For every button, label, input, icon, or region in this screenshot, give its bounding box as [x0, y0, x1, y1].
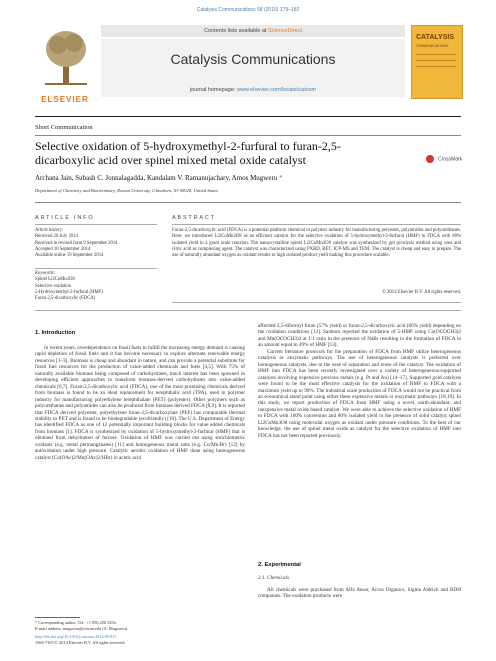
subsection-heading-chemicals: 2.1. Chemicals: [258, 575, 289, 581]
divider: [35, 224, 157, 225]
history-line: Accepted 10 September 2014: [35, 246, 91, 252]
keyword: 5-Hydroxymethyl-2-furfural (HMF): [35, 289, 103, 295]
contents-bar: [101, 25, 405, 37]
footnote-email[interactable]: E-mail address: mugweru@rowan.edu (A. Mugweru).: [35, 625, 129, 631]
history-line: Received in revised form 9 September 2014: [35, 240, 118, 246]
elsevier-logo: [35, 25, 95, 110]
journal-homepage: [101, 87, 405, 93]
right-column: [258, 323, 461, 439]
body-paragraph: Current literature protocols for the preparation of FDCA from HMF utilize heterogeneous catalysis or enzymatic pathways. The use of heterogeneous catalysts is preferred over homogeneous catalysts, due to the ease of separation and reuse of the catalyst. The oxidation of HMF into FDCA has been recently investigated over a variety of heterogeneous-supported catalysts involving expensive precious metals (e.g. Pt and Au) [14–17]. Supported gold catalysts were found to be the most effective catalysts for the oxidation of HMF to FDCA with a maximum yield up to 99%. The industrial scale production of FDCA would not be practical from an economical stand point using either these expensive metals or enzymatic pathways [18,19]. In this study, we report production of FDCA from HMF using a novel, earth-abundant, and inexpensive metal oxide based catalyst. We were able to achieve the selective oxidation of HMF to FDCA with 100% conversion and 80% isolated yield in the presence of solid catalyst spinel Li2CoMn3O8 using molecular oxygen as oxidant under pressure conditions. To the best of our knowledge, the use of spinel metal oxide as catalyst for the selective oxidation of HMF into FDCA has not been reported previously.: [258, 348, 461, 439]
cover-line: [416, 60, 456, 61]
journal-reference: Catalysis Communications 58 (2015) 179–182: [196, 7, 300, 13]
divider: [35, 116, 461, 117]
divider: [35, 135, 461, 136]
tree-icon: [43, 27, 89, 87]
section-heading-experimental: 2. Experimental: [258, 562, 301, 568]
article-info-heading: ARTICLE INFO: [35, 215, 95, 221]
divider: [35, 310, 461, 311]
authors-text: Archana Jain, Subash C. Jonnalagadda, Kandalam V. Ramanujachary, Amos Mugweru: [35, 174, 278, 182]
body-paragraph: afforded 2,5-diformyl furan (57% yield) or furan-2,5-dicarboxylic acid (60% yield) depending on the oxidation conditions [12]. Sanborn reported the oxidation of 5-HMF using Co(OCOCH3)2 and Mn(OCOCH3)2 at 1:1 ratio in the presence of NaBr resulting in the formation of FDCA in an amount equal to 49% of HMF [13].: [258, 323, 461, 349]
cover-line: [416, 66, 456, 67]
homepage-link[interactable]: www.elsevier.com/locate/catcom: [236, 87, 317, 93]
divider: [35, 202, 461, 203]
affiliation: Department of Chemistry and Biochemistry, Rowan University, Glassboro, NJ 08028, United States: [35, 188, 219, 193]
footnote: [35, 620, 255, 631]
chemicals-paragraph: [258, 587, 461, 600]
history-label: Article history:: [35, 228, 64, 233]
article-title: Selective oxidation of 5-hydroxymethyl-2-furfural to furan-2,5-dicarboxylic acid over spinel mixed metal oxide catalyst: [35, 139, 341, 167]
cover-line: [416, 54, 456, 55]
article-type: Short Communication: [35, 124, 93, 131]
sciencedirect-link[interactable]: ScienceDirect: [267, 28, 302, 34]
cover-title: CATALYSIS: [416, 34, 454, 41]
divider: [172, 302, 461, 303]
doi-block: [35, 634, 255, 645]
doi-link[interactable]: http://dx.doi.org/10.1016/j.catcom.2014.09.017: [35, 634, 117, 639]
issn-line: 1566-7367/© 2014 Elsevier B.V. All rights reserved.: [35, 639, 126, 645]
journal-title: Catalysis Communications: [170, 51, 336, 67]
crossmark-badge[interactable]: [426, 150, 462, 168]
journal-cover: [411, 25, 463, 99]
article-history: [35, 228, 157, 259]
copyright: © 2014 Elsevier B.V. All rights reserved.: [382, 290, 461, 295]
cover-subtitle: COMMUNICATIONS: [416, 44, 449, 48]
divider: [35, 268, 157, 269]
crossmark-label: CrossMark: [438, 156, 463, 163]
section-heading-introduction: 1. Introduction: [35, 330, 76, 336]
left-column: [35, 345, 245, 461]
contents-prefix: Contents lists available at: [204, 28, 268, 34]
body-paragraph: All chemicals were purchased from Alfa Aesar, Acros Organics, Sigma Aldrich and BDH companies. The oxidation products were: [258, 587, 461, 600]
history-line: Available online 19 September 2014: [35, 253, 104, 259]
journal-header: [35, 25, 461, 110]
crossmark-icon: [426, 155, 434, 163]
keyword: Spinel Li2CoMn3O8: [35, 277, 75, 283]
publisher-name: ELSEVIER: [41, 95, 89, 104]
footnote-divider: [35, 617, 80, 618]
abstract-heading: ABSTRACT: [172, 215, 216, 221]
corresponding-author-mark[interactable]: *: [277, 174, 283, 182]
homepage-prefix: journal homepage:: [189, 87, 237, 93]
keywords-label: Keywords:: [35, 271, 56, 276]
keyword: Furan-2,5-dicarboxylic (FDCA): [35, 296, 96, 302]
keywords: [35, 271, 157, 302]
footnote-line: * Corresponding author. Tel.: +1 856 256 5454.: [35, 620, 117, 625]
author-list: [35, 174, 283, 182]
intro-paragraph: In recent years, overdependence on fossil fuels to fulfill the increasing energy demand is causing rapid depletion of fossil fuels and it has become necessary to explore alternate renewable energy resources [1–3]. Biomass is cheap and abundant in nature, and can provide a potential substitute for fossil fuel resources for the production of value-added chemicals and fuels [4,5]. With 75% of naturally available biomass being composed of carbohydrates, much interest has been spawned in developing efficient approaches to transform biomass-derived carbohydrates into value-added chemicals [6,7]. Furan-2,5-dicarboxylic acid (FDCA), one of the most promising chemicals derived from biomass is found to be an ideal replacement for terephthalic acid (TPA), used in polymer industry for manufacturing polyethylene terephthalate (PET) (polyester). Other polymers such as polyurethanes and polyamides can also be produced from biomass derived FDCA [8,9]. It is reported that FDCA derived polyester, polyethylene furan-2,5-dicarboxylate (PEF) has comparable thermal stability to PET and is found to be biodegradable (ecofriendly) [10]. The U.S. Department of Energy has identified FDCA as one of 12 potentially important building blocks for value added chemicals from biomass [1]. FDCA is synthesized by oxidation of 5-hydroxymethyl-2-furfural (HMF) that is obtained from dehydration of hexose. Oxidation of HMF was carried out using stoichiometric oxidants (e.g. metal permanganates) [11] and homogeneous metal salts (e.g. Co/Mn/Br) [12] by autoxidation under high pressure. Catalytic aerobic oxidation of HMF done using homogeneous catalyst (Co(OAc)2/Mn(OAc)2/HBr) in acetic acid: [35, 345, 245, 461]
divider: [172, 224, 461, 225]
keyword: Selective oxidation: [35, 283, 72, 289]
abstract-text: Furan-2,5-dicarboxylic acid (FDCA) is a potential platform chemical in polymer industry for manufacturing polyester, polyamides and polyurethanes. Here, we introduced Li2CoMn3O8 as an efficient catalyst for the selective oxidation of 5-hydroxymethyl-2-furfural (HMF) to FDCA with 80% isolated yield in a gram scale reaction. The nanocrystalline spinel Li2CoMn3O8 catalyst was synthesized by gel pyrolysis method using urea and citric acid as complexing agent. The catalyst was characterized using PXRD, BET, ICP-MS and TEM. The catalyst is cheap and easy to prepare. The use of naturally abundant oxygen as oxidant results to high isolated product yield making this procedure scalable.: [172, 228, 461, 259]
history-line: Received 26 July 2014: [35, 234, 78, 240]
